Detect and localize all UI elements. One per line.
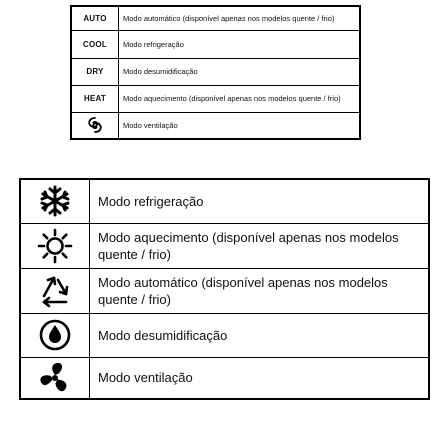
auto-arrows-icon — [38, 274, 72, 308]
mode-icon-table — [19, 178, 430, 400]
fan-swirl-icon — [85, 115, 105, 135]
table-row — [20, 313, 429, 357]
mode-code-cool: COOL — [71, 30, 119, 58]
mode-description: Modo aquecimento (disponível apenas nos modelos quente / frio) — [119, 85, 361, 112]
mode-code-dry: DRY — [71, 58, 119, 85]
mode-description: Modo refrigeração — [90, 179, 430, 223]
mode-description: Modo automático (disponível apenas nos modelos quente / frio) — [119, 6, 361, 30]
mode-description: Modo ventilação — [90, 357, 430, 399]
mode-description: Modo desumidificação — [90, 313, 430, 357]
mode-description: Modo automático (disponível apenas nos modelos quente / frio) — [90, 268, 430, 313]
snowflake-icon-cell — [20, 179, 90, 223]
sun-icon — [37, 228, 73, 264]
mode-code-heat: HEAT — [71, 85, 119, 112]
auto-arrows-icon-cell — [20, 268, 90, 313]
table-row — [20, 268, 429, 313]
snowflake-icon — [38, 184, 72, 218]
mode-description: Modo aquecimento (disponível apenas nos modelos quente / frio) — [90, 223, 430, 268]
water-drop-icon — [38, 318, 72, 352]
mode-code-auto: AUTO — [71, 6, 119, 30]
table-row — [71, 112, 360, 139]
table-row — [71, 30, 360, 58]
table-row — [20, 179, 429, 223]
fan-icon — [37, 360, 73, 396]
table-row — [71, 85, 360, 112]
water-drop-icon-cell — [20, 313, 90, 357]
mode-description: Modo desumidificação — [119, 58, 361, 85]
fan-icon-cell — [20, 357, 90, 399]
table-row — [71, 58, 360, 85]
mode-description: Modo ventilação — [119, 112, 361, 139]
table-row — [20, 223, 429, 268]
mode-description: Modo refrigeração — [119, 30, 361, 58]
mode-code-table — [70, 5, 361, 140]
sun-icon-cell — [20, 223, 90, 268]
table-row — [71, 6, 360, 30]
table-row — [20, 357, 429, 399]
fan-swirl-icon-cell — [71, 112, 119, 139]
